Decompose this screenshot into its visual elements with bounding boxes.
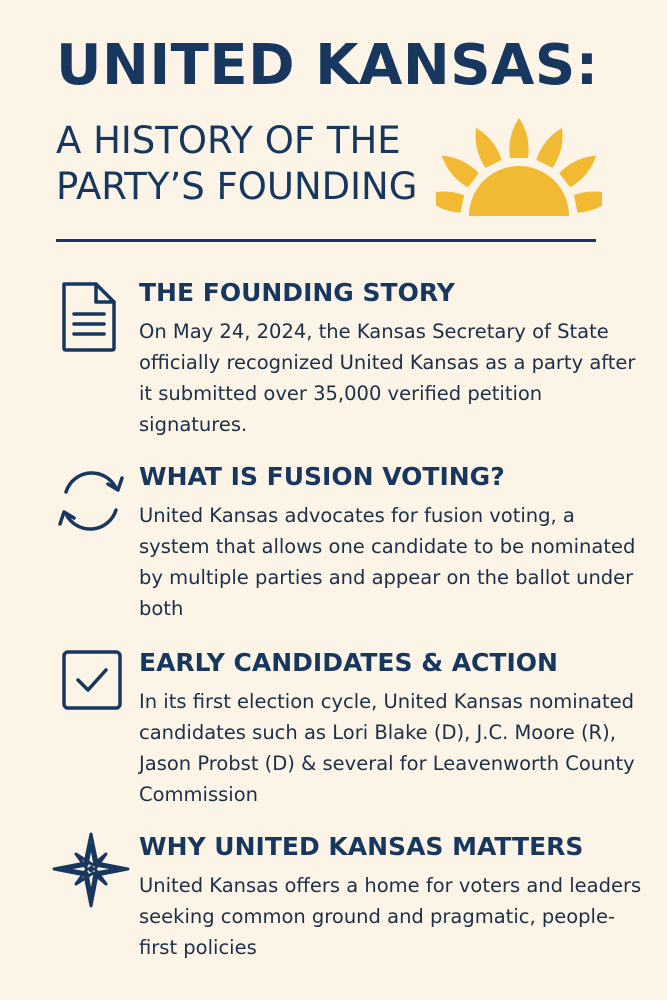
section-body: United Kansas advocates for fusion voting, a system that allows one candidate to be nominated by multiple parties and appear on the ballot under both [139,504,636,620]
section-body: In its first election cycle, United Kansas nominated candidates such as Lori Blake (D), J.C. Moore (R), Jason Probst (D) & several for Leavenworth County Commission [139,690,635,806]
page-subtitle [56,118,417,210]
section-body: On May 24, 2024, the Kansas Secretary of State officially recognized United Kansas as a party after it submitted over 35,000 verified petition signatures. [139,320,636,436]
page-title: UNITED KANSAS: [56,33,599,98]
title-divider [56,239,596,242]
subtitle-line-2: PARTY’S FOUNDING [56,165,418,208]
refresh-arrows-icon [52,462,130,540]
subtitle-line-1: A HISTORY OF THE [56,119,401,162]
section-heading: EARLY CANDIDATES & ACTION [139,648,558,677]
document-icon [52,278,130,356]
compass-star-icon [52,832,130,910]
section-heading: WHY UNITED KANSAS MATTERS [139,832,584,861]
section-heading: WHAT IS FUSION VOTING? [139,462,505,491]
sun-icon [436,118,602,228]
checkbox-icon [52,648,130,726]
section-body: United Kansas offers a home for voters and leaders seeking common ground and pragmatic, people-first policies [139,874,642,959]
section-heading: THE FOUNDING STORY [139,278,455,307]
